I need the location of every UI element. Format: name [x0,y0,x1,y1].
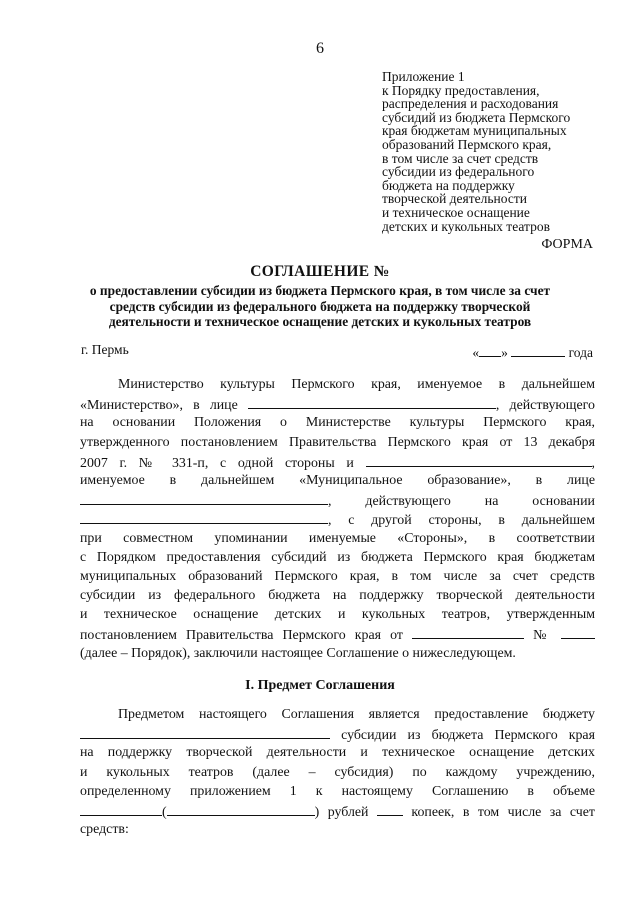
text-fragment: № [533,628,552,644]
text-line: при совместном упоминании именуемые «Стороны», в соответствии [80,530,595,546]
appendix-header [382,70,570,233]
text-line: Предметом настоящего Соглашения является предоставление бюджету [118,707,595,722]
appendix-line: бюджета на поддержку [382,177,515,193]
text-fragment: копеек, в том числе за счет [411,804,595,820]
appendix-line: Приложение 1 [382,69,465,84]
appendix-line: субсидий из бюджета Пермского [382,109,571,125]
text-line [80,394,595,413]
text-fragment: ( [162,804,167,820]
text-fragment: субсидии из бюджета Пермского края [341,728,595,744]
appendix-line: творческой деятельности [382,191,527,207]
appendix-line: образований Пермского края, [382,136,552,152]
date-year-suffix: года [568,345,593,360]
text-line: на поддержку творческой деятельности и техническое оснащение детских [80,745,595,761]
text-line: и кукольных театров (далее – субсидия) по каждому учреждению, [80,764,595,780]
subtitle-line: средств субсидии из федерального бюджета на поддержку творческой [109,298,531,314]
appendix-line: к Порядку предоставления, [382,82,540,98]
form-label: ФОРМА [541,237,593,252]
text-line: на основании Положения о Министерстве культуры Пермского края, [80,415,595,431]
text-line: субсидии из федерального бюджета на поддержку творческой деятельности [80,588,595,604]
text-line: муниципальных образований Пермского края, в том числе за счет средств [80,568,595,584]
text-fragment: 2007 г. № 331-п, с одной стороны и [80,455,354,471]
subtitle-line: деятельности и техническое оснащение детских и кукольных театров [108,314,532,329]
date-month-blank [511,342,565,357]
appendix-line: и техническое оснащение [382,204,530,220]
text-fragment: , с другой стороны, в дальнейшем [328,513,595,529]
text-line [80,624,595,643]
text-line: определенному приложением 1 к настоящему Соглашению в объеме [80,783,595,799]
text-fragment: действующего на основании [365,494,595,510]
text-line: с Порядком предоставления субсидий из бюджета Пермского края бюджетам [80,549,595,565]
text-line: утвержденного постановлением Правительства Пермского края от 13 декабря [80,434,595,450]
text-line: и техническое оснащение детских и кукольных театров, утвержденным [80,607,595,623]
text-line [80,801,595,820]
text-fragment: ) рублей [314,804,369,820]
text-fragment: , [591,455,595,471]
text-line [80,452,595,471]
city-label: г. Пермь [81,342,129,357]
appendix-line: субсидии из федерального [382,164,535,180]
date-close-quote: » [501,345,508,360]
representative-blank [80,490,328,505]
subtitle-line: о предоставлении субсидии из бюджета Пермского края, в том числе за счет [89,283,551,298]
decree-date-blank [412,624,524,639]
text-fragment: , [328,494,332,510]
representative-blank [248,394,496,409]
document-subtitle [70,283,570,330]
appendix-line: в том числе за счет средств [382,150,539,166]
amount-words-blank [167,801,315,816]
text-line [80,724,595,743]
basis-blank [80,509,328,524]
decree-number-blank [561,624,595,639]
text-line: именуемое в дальнейшем «Муниципальное образование», в лице [80,472,595,488]
text-line [80,509,595,528]
date-day-blank [479,342,501,357]
date-field [0,342,593,361]
intro-paragraph [80,375,595,663]
section1-paragraph [80,705,595,839]
text-fragment: постановлением Правительства Пермского края от [80,628,403,644]
text-fragment: , действующего [495,398,595,414]
page-number: 6 [316,40,324,57]
text-line: (далее – Порядок), заключили настоящее Соглашение о нижеследующем. [80,645,516,661]
text-fragment: «Министерство», в лице [80,398,238,414]
text-line: Министерство культуры Пермского края, именуемое в дальнейшем [118,377,595,392]
amount-digits-blank [80,801,162,816]
date-open-quote: « [472,345,480,360]
document-title: СОГЛАШЕНИЕ № [250,263,390,280]
text-line: средств: [80,822,129,838]
municipality-blank [366,452,592,467]
section-title: I. Предмет Соглашения [245,678,395,693]
appendix-line: распределения и расходования [382,96,559,112]
text-line [80,490,595,509]
appendix-line: края бюджетам муниципальных [382,123,567,139]
kopecks-blank [377,801,403,816]
appendix-line: детских и кукольных театров [382,218,550,234]
budget-recipient-blank [80,724,330,739]
